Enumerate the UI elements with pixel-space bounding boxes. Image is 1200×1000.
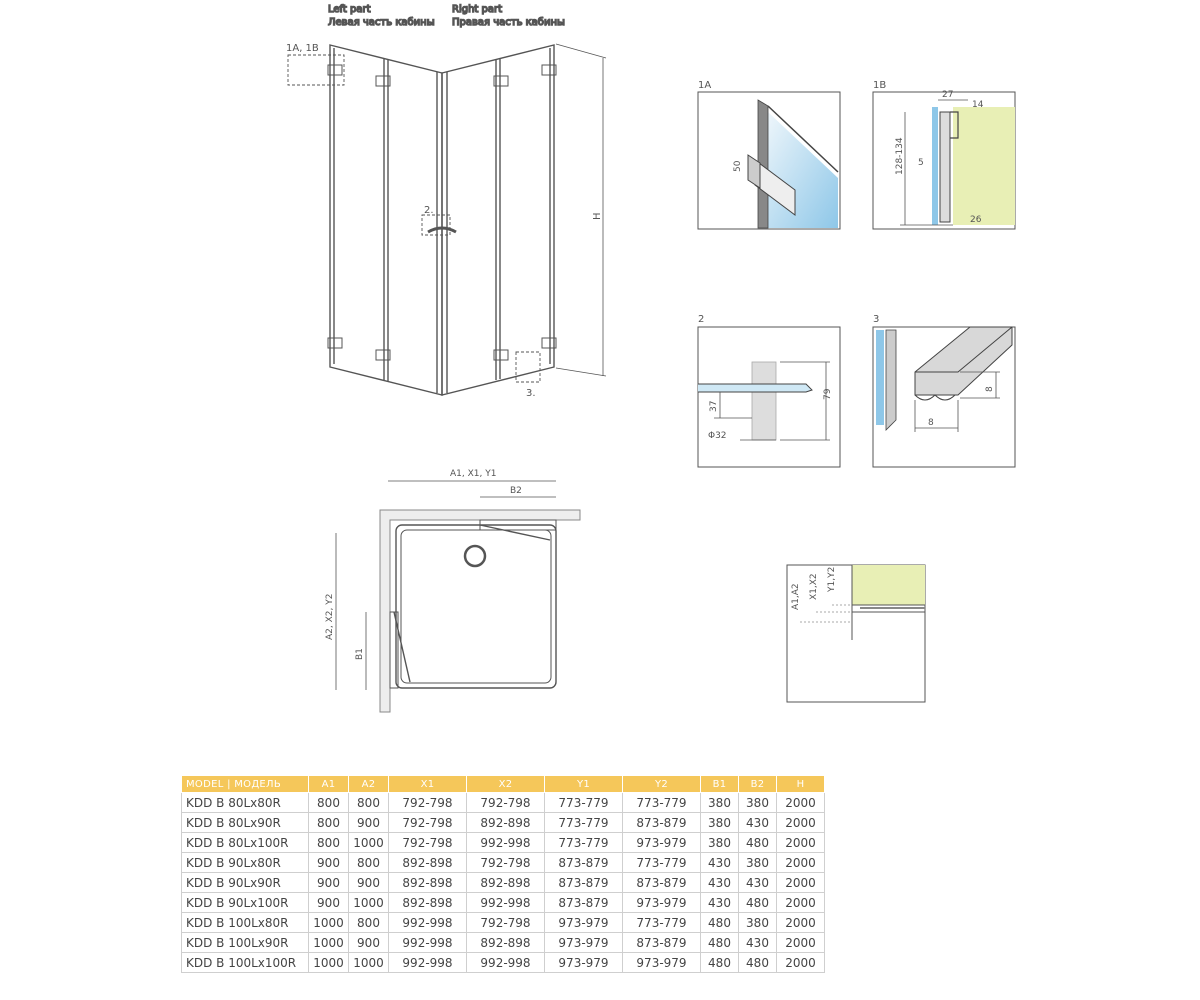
value-cell: 773-779 (623, 913, 701, 933)
detail-1b (873, 80, 1015, 229)
plan-detail-x: X1,X2 (809, 573, 819, 600)
detail-1b-dim-height: 128-134 (895, 137, 905, 175)
detail-1a-title: 1A (698, 80, 712, 91)
detail-1b-dim-14: 14 (972, 100, 984, 110)
callout-box-2 (422, 215, 450, 235)
value-cell: 892-898 (467, 813, 545, 833)
left-part-label: Left part (328, 4, 371, 15)
value-cell: 1000 (349, 893, 389, 913)
detail-1b-profile (940, 112, 950, 222)
spec-table-body (182, 793, 825, 973)
model-cell: KDD B 80Lx80R (182, 793, 309, 813)
value-cell: 873-879 (545, 893, 623, 913)
table-row (182, 953, 825, 973)
detail-2-dim-phi: Φ32 (708, 431, 727, 441)
model-cell: KDD B 90Lx80R (182, 853, 309, 873)
value-cell: 2000 (777, 873, 825, 893)
detail-1b-glass (932, 107, 938, 225)
value-cell: 1000 (309, 913, 349, 933)
detail-2-dim-79: 79 (823, 388, 833, 400)
value-cell: 973-979 (545, 933, 623, 953)
spec-table-header (182, 776, 825, 793)
detail-1b-dim-5: 5 (918, 158, 924, 168)
plan-detail-y: Y1,Y2 (827, 566, 837, 592)
value-cell: 800 (309, 793, 349, 813)
value-cell: 2000 (777, 833, 825, 853)
value-cell: 380 (701, 833, 739, 853)
value-cell: 773-779 (545, 793, 623, 813)
spec-table (181, 775, 825, 973)
detail-3-title: 3 (873, 314, 880, 325)
right-part-label-ru: Правая часть кабины (452, 17, 565, 28)
value-cell: 773-779 (623, 853, 701, 873)
value-cell: 792-798 (389, 833, 467, 853)
detail-2-dim-37: 37 (709, 400, 719, 412)
value-cell: 480 (739, 953, 777, 973)
right-panel-hinge-line (496, 58, 500, 380)
table-row (182, 813, 825, 833)
value-cell: 430 (739, 933, 777, 953)
detail-2 (698, 314, 840, 467)
callout-box-3 (516, 352, 540, 382)
value-cell: 973-979 (545, 913, 623, 933)
header-a2: A2 (349, 776, 389, 793)
value-cell: 2000 (777, 893, 825, 913)
detail-3 (873, 314, 1015, 467)
detail-1b-dim-27: 27 (942, 90, 954, 100)
plan-view (325, 469, 580, 712)
detail-1a-dim: 50 (733, 160, 743, 172)
value-cell: 992-998 (467, 953, 545, 973)
model-cell: KDD B 100Lx100R (182, 953, 309, 973)
header-y1: Y1 (545, 776, 623, 793)
value-cell: 900 (349, 933, 389, 953)
value-cell: 873-879 (623, 933, 701, 953)
table-row (182, 933, 825, 953)
plan-dim-b2: B2 (510, 486, 522, 496)
model-cell: KDD B 90Lx100R (182, 893, 309, 913)
table-row (182, 853, 825, 873)
value-cell: 900 (349, 873, 389, 893)
value-cell: 480 (701, 953, 739, 973)
value-cell: 900 (349, 813, 389, 833)
left-part-label-ru: Левая часть кабины (328, 17, 435, 28)
drain-icon (465, 546, 485, 566)
header-h: H (777, 776, 825, 793)
detail-1b-wall (953, 107, 1015, 225)
model-cell: KDD B 80Lx90R (182, 813, 309, 833)
value-cell: 792-798 (467, 913, 545, 933)
model-cell: KDD B 90Lx90R (182, 873, 309, 893)
value-cell: 800 (309, 813, 349, 833)
value-cell: 480 (701, 913, 739, 933)
value-cell: 973-979 (623, 893, 701, 913)
plan-dim-side: A2, X2, Y2 (325, 593, 335, 640)
header-x2: X2 (467, 776, 545, 793)
value-cell: 1000 (309, 933, 349, 953)
plan-detail-wall (852, 565, 925, 605)
detail-1a (698, 80, 840, 229)
plan-tray-inner (401, 530, 551, 683)
callout-2-label: 2. (424, 205, 434, 216)
plan-detail-a: A1,A2 (791, 583, 801, 610)
value-cell: 992-998 (389, 933, 467, 953)
value-cell: 873-879 (545, 873, 623, 893)
value-cell: 773-779 (545, 813, 623, 833)
header-model: MODEL | МОДЕЛЬ (182, 776, 309, 793)
left-panel-hinge-line (384, 59, 388, 381)
detail-2-handle-bar (698, 384, 812, 392)
value-cell: 992-998 (389, 913, 467, 933)
value-cell: 992-998 (389, 953, 467, 973)
value-cell: 1000 (309, 953, 349, 973)
value-cell: 2000 (777, 853, 825, 873)
header-y2: Y2 (623, 776, 701, 793)
table-row (182, 833, 825, 853)
detail-2-knob (752, 362, 776, 440)
value-cell: 973-979 (623, 953, 701, 973)
value-cell: 2000 (777, 933, 825, 953)
table-row (182, 793, 825, 813)
value-cell: 1000 (349, 833, 389, 853)
detail-1b-title: 1B (873, 80, 887, 91)
callout-box-1 (288, 55, 344, 85)
plan-dim-b1: B1 (355, 648, 365, 660)
left-panel-outline (330, 45, 442, 395)
value-cell: 380 (739, 913, 777, 933)
value-cell: 430 (701, 893, 739, 913)
value-cell: 800 (309, 833, 349, 853)
value-cell: 480 (739, 893, 777, 913)
value-cell: 430 (739, 873, 777, 893)
model-cell: KDD B 100Lx90R (182, 933, 309, 953)
value-cell: 800 (349, 853, 389, 873)
model-cell: KDD B 80Lx100R (182, 833, 309, 853)
callout-1-label: 1A, 1B (286, 43, 319, 54)
value-cell: 430 (701, 873, 739, 893)
value-cell: 380 (701, 813, 739, 833)
value-cell: 480 (739, 833, 777, 853)
detail-3-dim-8v: 8 (985, 386, 995, 392)
detail-2-title: 2 (698, 314, 705, 325)
value-cell: 380 (739, 853, 777, 873)
model-cell: KDD B 100Lx80R (182, 913, 309, 933)
height-label: H (592, 212, 603, 220)
table-row (182, 873, 825, 893)
value-cell: 773-779 (623, 793, 701, 813)
value-cell: 992-998 (467, 833, 545, 853)
right-part-label: Right part (452, 4, 503, 15)
value-cell: 892-898 (389, 893, 467, 913)
value-cell: 873-879 (623, 873, 701, 893)
value-cell: 430 (739, 813, 777, 833)
detail-3-dim-8h: 8 (928, 418, 934, 428)
value-cell: 892-898 (467, 933, 545, 953)
value-cell: 2000 (777, 913, 825, 933)
detail-3-glass (876, 330, 884, 425)
value-cell: 800 (349, 913, 389, 933)
value-cell: 380 (739, 793, 777, 813)
callout-3-label: 3. (526, 388, 536, 399)
value-cell: 1000 (349, 953, 389, 973)
value-cell: 900 (309, 873, 349, 893)
value-cell: 2000 (777, 953, 825, 973)
header-b2: B2 (739, 776, 777, 793)
header-a1: A1 (309, 776, 349, 793)
height-dimension (556, 44, 606, 376)
right-panel-outline (442, 45, 554, 395)
value-cell: 892-898 (467, 873, 545, 893)
value-cell: 792-798 (467, 793, 545, 813)
plan-detail (787, 565, 925, 702)
value-cell: 973-979 (545, 953, 623, 973)
plan-tray (396, 525, 556, 688)
value-cell: 900 (309, 893, 349, 913)
table-row (182, 893, 825, 913)
value-cell: 380 (701, 793, 739, 813)
value-cell: 773-779 (545, 833, 623, 853)
table-row (182, 913, 825, 933)
value-cell: 892-898 (389, 873, 467, 893)
value-cell: 792-798 (389, 813, 467, 833)
plan-dim-top: A1, X1, Y1 (450, 469, 497, 479)
value-cell: 430 (701, 853, 739, 873)
value-cell: 2000 (777, 793, 825, 813)
header-b1: B1 (701, 776, 739, 793)
value-cell: 892-898 (389, 853, 467, 873)
cabin-3d-view (286, 4, 606, 399)
value-cell: 792-798 (467, 853, 545, 873)
value-cell: 480 (701, 933, 739, 953)
detail-1b-dim-26: 26 (970, 215, 982, 225)
value-cell: 873-879 (545, 853, 623, 873)
header-x1: X1 (389, 776, 467, 793)
value-cell: 792-798 (389, 793, 467, 813)
value-cell: 900 (309, 853, 349, 873)
value-cell: 2000 (777, 813, 825, 833)
value-cell: 973-979 (623, 833, 701, 853)
value-cell: 873-879 (623, 813, 701, 833)
value-cell: 992-998 (467, 893, 545, 913)
value-cell: 800 (349, 793, 389, 813)
